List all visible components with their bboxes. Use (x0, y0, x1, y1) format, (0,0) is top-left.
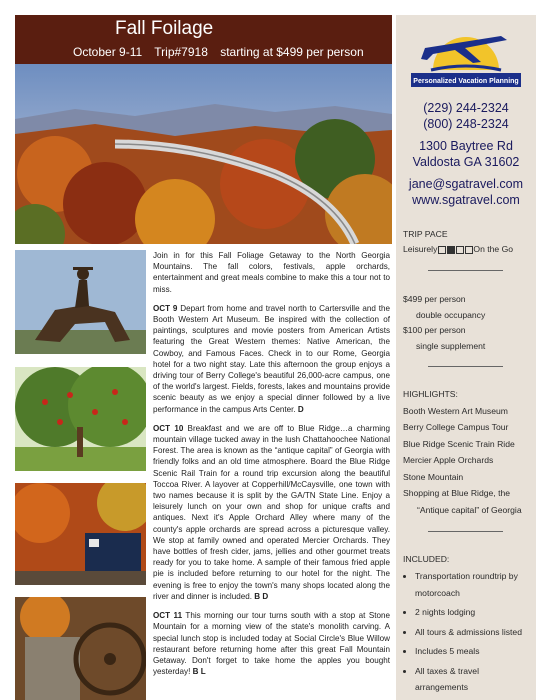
address-city: Valdosta GA 31602 (412, 155, 520, 169)
included-heading: INCLUDED: (403, 554, 450, 564)
photo-apple-tree (15, 367, 146, 471)
trip-price: starting at $499 per person (220, 45, 364, 59)
pace-box (456, 246, 464, 254)
price-single-note: single supplement (416, 340, 486, 351)
day2-meals: B D (254, 591, 269, 601)
day3-meals: B L (192, 667, 206, 677)
pace-box-selected (447, 246, 455, 254)
day2-text: Breakfast and we are off to Blue Ridge…a charming mountain village tucked away in the lush Chattahoochee National Forest. The area is known as the “antique capital” of Georgia with friendly folks and an old time atmosphere. Board the Blue Ridge Scenic Rail Train for a round trip excursion along the beautiful Toccoa River. A layover at Copperhill/McCaysville, one town with two names because it is split by the GA/TN State Line. Enjoy a leisurely lunch on your own and shop for unique crafts and antiques. Next it's Apple Orchard Alley where many of the county's apple orchards are spread across a picturesque valley. We stop at family owned and operated Mercier Orchards. They have bottles of fresh cider, jams, jellies and other gourmet treats ready for you to take home. A sample of their famous fried apple pie is included before returning to our hotel for the night. The evening is free to enjoy the town's many shops located along the river and dinner is included. (153, 423, 390, 601)
pace-leisurely-label: Leisurely (403, 244, 438, 254)
highlight-item: Blue Ridge Scenic Train Ride (403, 438, 515, 449)
day3-paragraph (153, 610, 390, 677)
highlights-heading: HIGHLIGHTS: (403, 389, 458, 399)
included-item: • Transportation roundtrip by motorcoach (415, 568, 533, 601)
highlight-item: Booth Western Art Museum (403, 405, 508, 416)
highlight-item: Shopping at Blue Ridge, the (403, 488, 511, 498)
address-street: 1300 Baytree Rd (419, 139, 513, 153)
intro-paragraph: Join in for this Fall Foliage Getaway to the North Georgia Mountains. The fall colors, festivals, apple orchards, entertainment and great meals combine to make this a tour not to miss. (153, 251, 390, 294)
price-double: $499 per person (403, 294, 466, 304)
pace-on-the-go-label: On the Go (473, 244, 514, 254)
highlight-item: “Antique capital” of Georgia (417, 504, 522, 515)
included-item: • All tours & admissions listed (415, 624, 533, 641)
divider (428, 531, 503, 532)
trip-dates: October 9-11 (73, 45, 143, 59)
price-single: $100 per person (403, 325, 466, 335)
day1-meals: D (297, 404, 304, 414)
pricing-block (403, 292, 533, 354)
day2-paragraph (153, 423, 390, 602)
day2-label: OCT 10 (153, 423, 184, 433)
highlight-item: Berry College Campus Tour (403, 422, 509, 432)
highlights-block (403, 386, 533, 518)
included-item: • Includes 5 meals (415, 643, 533, 660)
header-banner (15, 15, 392, 64)
trip-pace-scale (403, 244, 533, 254)
divider (428, 270, 503, 271)
company-logo (403, 18, 529, 92)
included-item: • All taxes & travel arrangements (415, 663, 533, 696)
trip-subtitle (73, 45, 373, 59)
trip-number: Trip#7918 (154, 45, 208, 59)
itinerary-text (153, 250, 390, 685)
price-double-note: double occupancy (416, 309, 486, 320)
included-block (403, 554, 533, 699)
photo-scenic-train (15, 483, 146, 585)
hero-photo-fall-viaduct (15, 64, 392, 244)
photo-water-wheel (15, 597, 146, 700)
pace-box (438, 246, 446, 254)
highlight-item: Mercier Apple Orchards (403, 455, 494, 465)
photo-cowboy-sculpture (15, 250, 146, 354)
phone-local[interactable]: (229) 244-2324 (423, 101, 509, 115)
pace-meter (437, 244, 473, 254)
trip-pace-heading: TRIP PACE (403, 229, 448, 239)
day3-text: This morning our tour turns south with a stop at Stone Mountain for a morning view of the state's monolith carving. A special lunch stop is included today at Social Circle's Blue Willow restaurant before returning home after this great Fall Mountain Getaway. Don't forget to take home the apples you bought yesterday! (153, 611, 390, 677)
day1-text: Depart from home and travel north to Cartersville and the Booth Western Art Museum. Be inspired with the collection of paintings, sculptures and movie posters from American Artists featuring the Great Western themes: Native American, the Cowboy, and Famous Faces. Check in to our Rome, Georgia hotel for a two night stay. Late this afternoon the group enjoys a driving tour of Berry College's beautiful 26,000-acre campus, one of the world's largest. Fields, forests, lakes and mountains provide scenic beauty as we enjoy a special dinner followed by a live performance in the campus Arts Center. (153, 303, 390, 414)
highlight-item: Stone Mountain (403, 471, 464, 482)
page-title: Fall Foilage (115, 18, 214, 39)
contact-block (403, 100, 529, 208)
logo-tagline: Personalized Vacation Planning (413, 78, 519, 85)
email-link[interactable]: jane@sgatravel.com (408, 177, 524, 191)
website-link[interactable]: www.sgatravel.com (412, 193, 520, 207)
divider (428, 366, 503, 367)
phone-tollfree[interactable]: (800) 248-2324 (423, 117, 509, 131)
pace-box (465, 246, 473, 254)
day1-label: OCT 9 (153, 303, 178, 313)
day1-paragraph (153, 303, 390, 415)
included-item: • 2 nights lodging (415, 604, 533, 621)
day3-label: OCT 11 (153, 611, 183, 621)
